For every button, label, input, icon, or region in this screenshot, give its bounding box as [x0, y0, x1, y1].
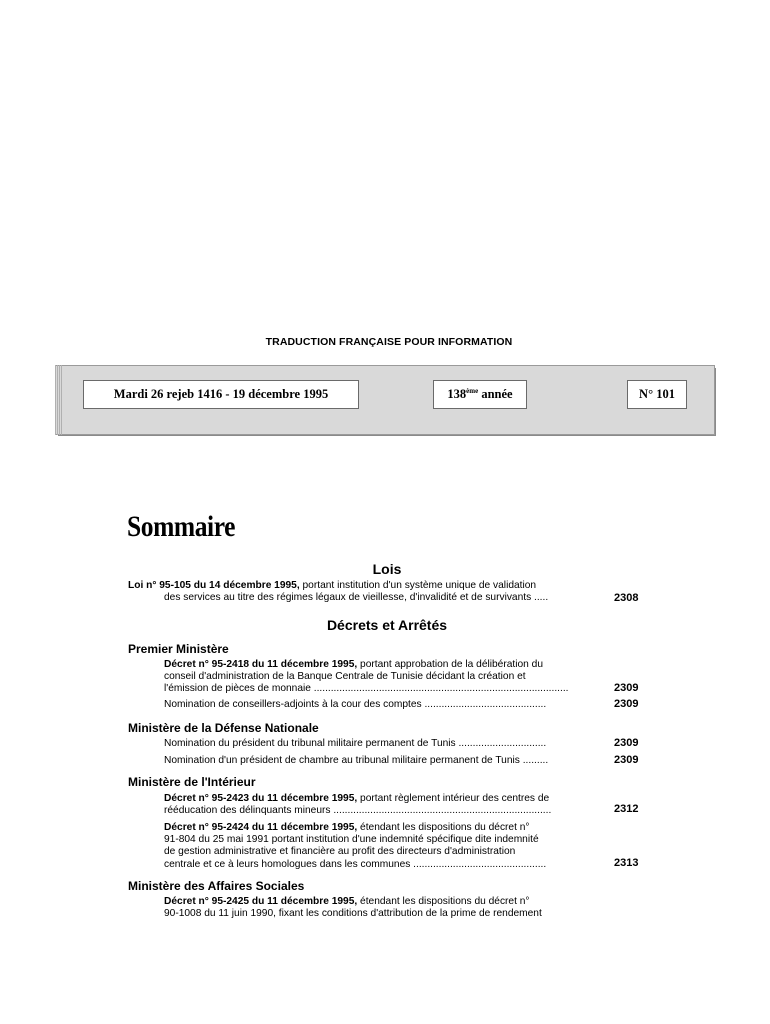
decret-entry: Décret n° 95-2425 du 11 décembre 1995, étendant les dispositions du décret n° 90-1008 du 11 juin 1990, fixant les conditions d'attribution de la prime de rendement	[164, 896, 542, 920]
banner-stripes	[55, 365, 63, 435]
translation-note: TRADUCTION FRANÇAISE POUR INFORMATION	[265, 336, 513, 348]
decret-entry: Décret n° 95-2423 du 11 décembre 1995, portant règlement intérieur des centres de rééducation des délinquants mineurs .............................................................................	[164, 793, 552, 817]
page-number: 2308	[614, 592, 639, 604]
page-number: 2312	[614, 803, 639, 815]
issue-number-box	[627, 380, 687, 409]
issue-year-box	[433, 380, 527, 409]
nomination-entry: Nomination d'un président de chambre au tribunal militaire permanent de Tunis .........	[164, 755, 549, 766]
ministry-premier: Premier Ministère	[128, 642, 229, 656]
page-number: 2309	[614, 737, 639, 749]
page-title: Sommaire	[127, 510, 236, 543]
issue-number: N° 101	[639, 387, 675, 401]
ministry-defense: Ministère de la Défense Nationale	[128, 721, 319, 735]
page-number: 2309	[614, 754, 639, 766]
page-number: 2313	[614, 857, 639, 869]
nomination-entry: Nomination de conseillers-adjoints à la cour des comptes ...........................................	[164, 699, 547, 710]
issue-date: Mardi 26 rejeb 1416 - 19 décembre 1995	[113, 387, 329, 401]
section-heading-decrets: Décrets et Arrêtés	[326, 617, 448, 633]
page-number: 2309	[614, 698, 639, 710]
nomination-entry: Nomination du président du tribunal militaire permanent de Tunis ...............................	[164, 738, 547, 749]
issue-year: 138ème année	[447, 387, 513, 401]
section-heading-lois: Lois	[372, 561, 402, 577]
page-number: 2309	[614, 682, 639, 694]
loi-entry: Loi n° 95-105 du 14 décembre 1995, portant institution d'un système unique de validation des services au titre des régimes légaux de vieillesse, d'invalidité et de survivants .....	[128, 580, 549, 604]
issue-date-box	[83, 380, 359, 409]
decret-entry: Décret n° 95-2418 du 11 décembre 1995, portant approbation de la délibération du conseil d'administration de la Banque Centrale de Tunisie décidant la création et l'émission de pièces de monnaie ..........................................................................................	[164, 659, 569, 695]
ministry-affaires-sociales: Ministère des Affaires Sociales	[128, 879, 305, 893]
decret-entry: Décret n° 95-2424 du 11 décembre 1995, étendant les dispositions du décret n° 91-804 du 25 mai 1991 portant institution d'une indemnité spécifique dite indemnité de gestion administrative et financière au profit des directeurs d'administration centrale et ce à leurs homologues dans les communes ...............................................	[164, 822, 547, 870]
ministry-interieur: Ministère de l'Intérieur	[128, 775, 256, 789]
